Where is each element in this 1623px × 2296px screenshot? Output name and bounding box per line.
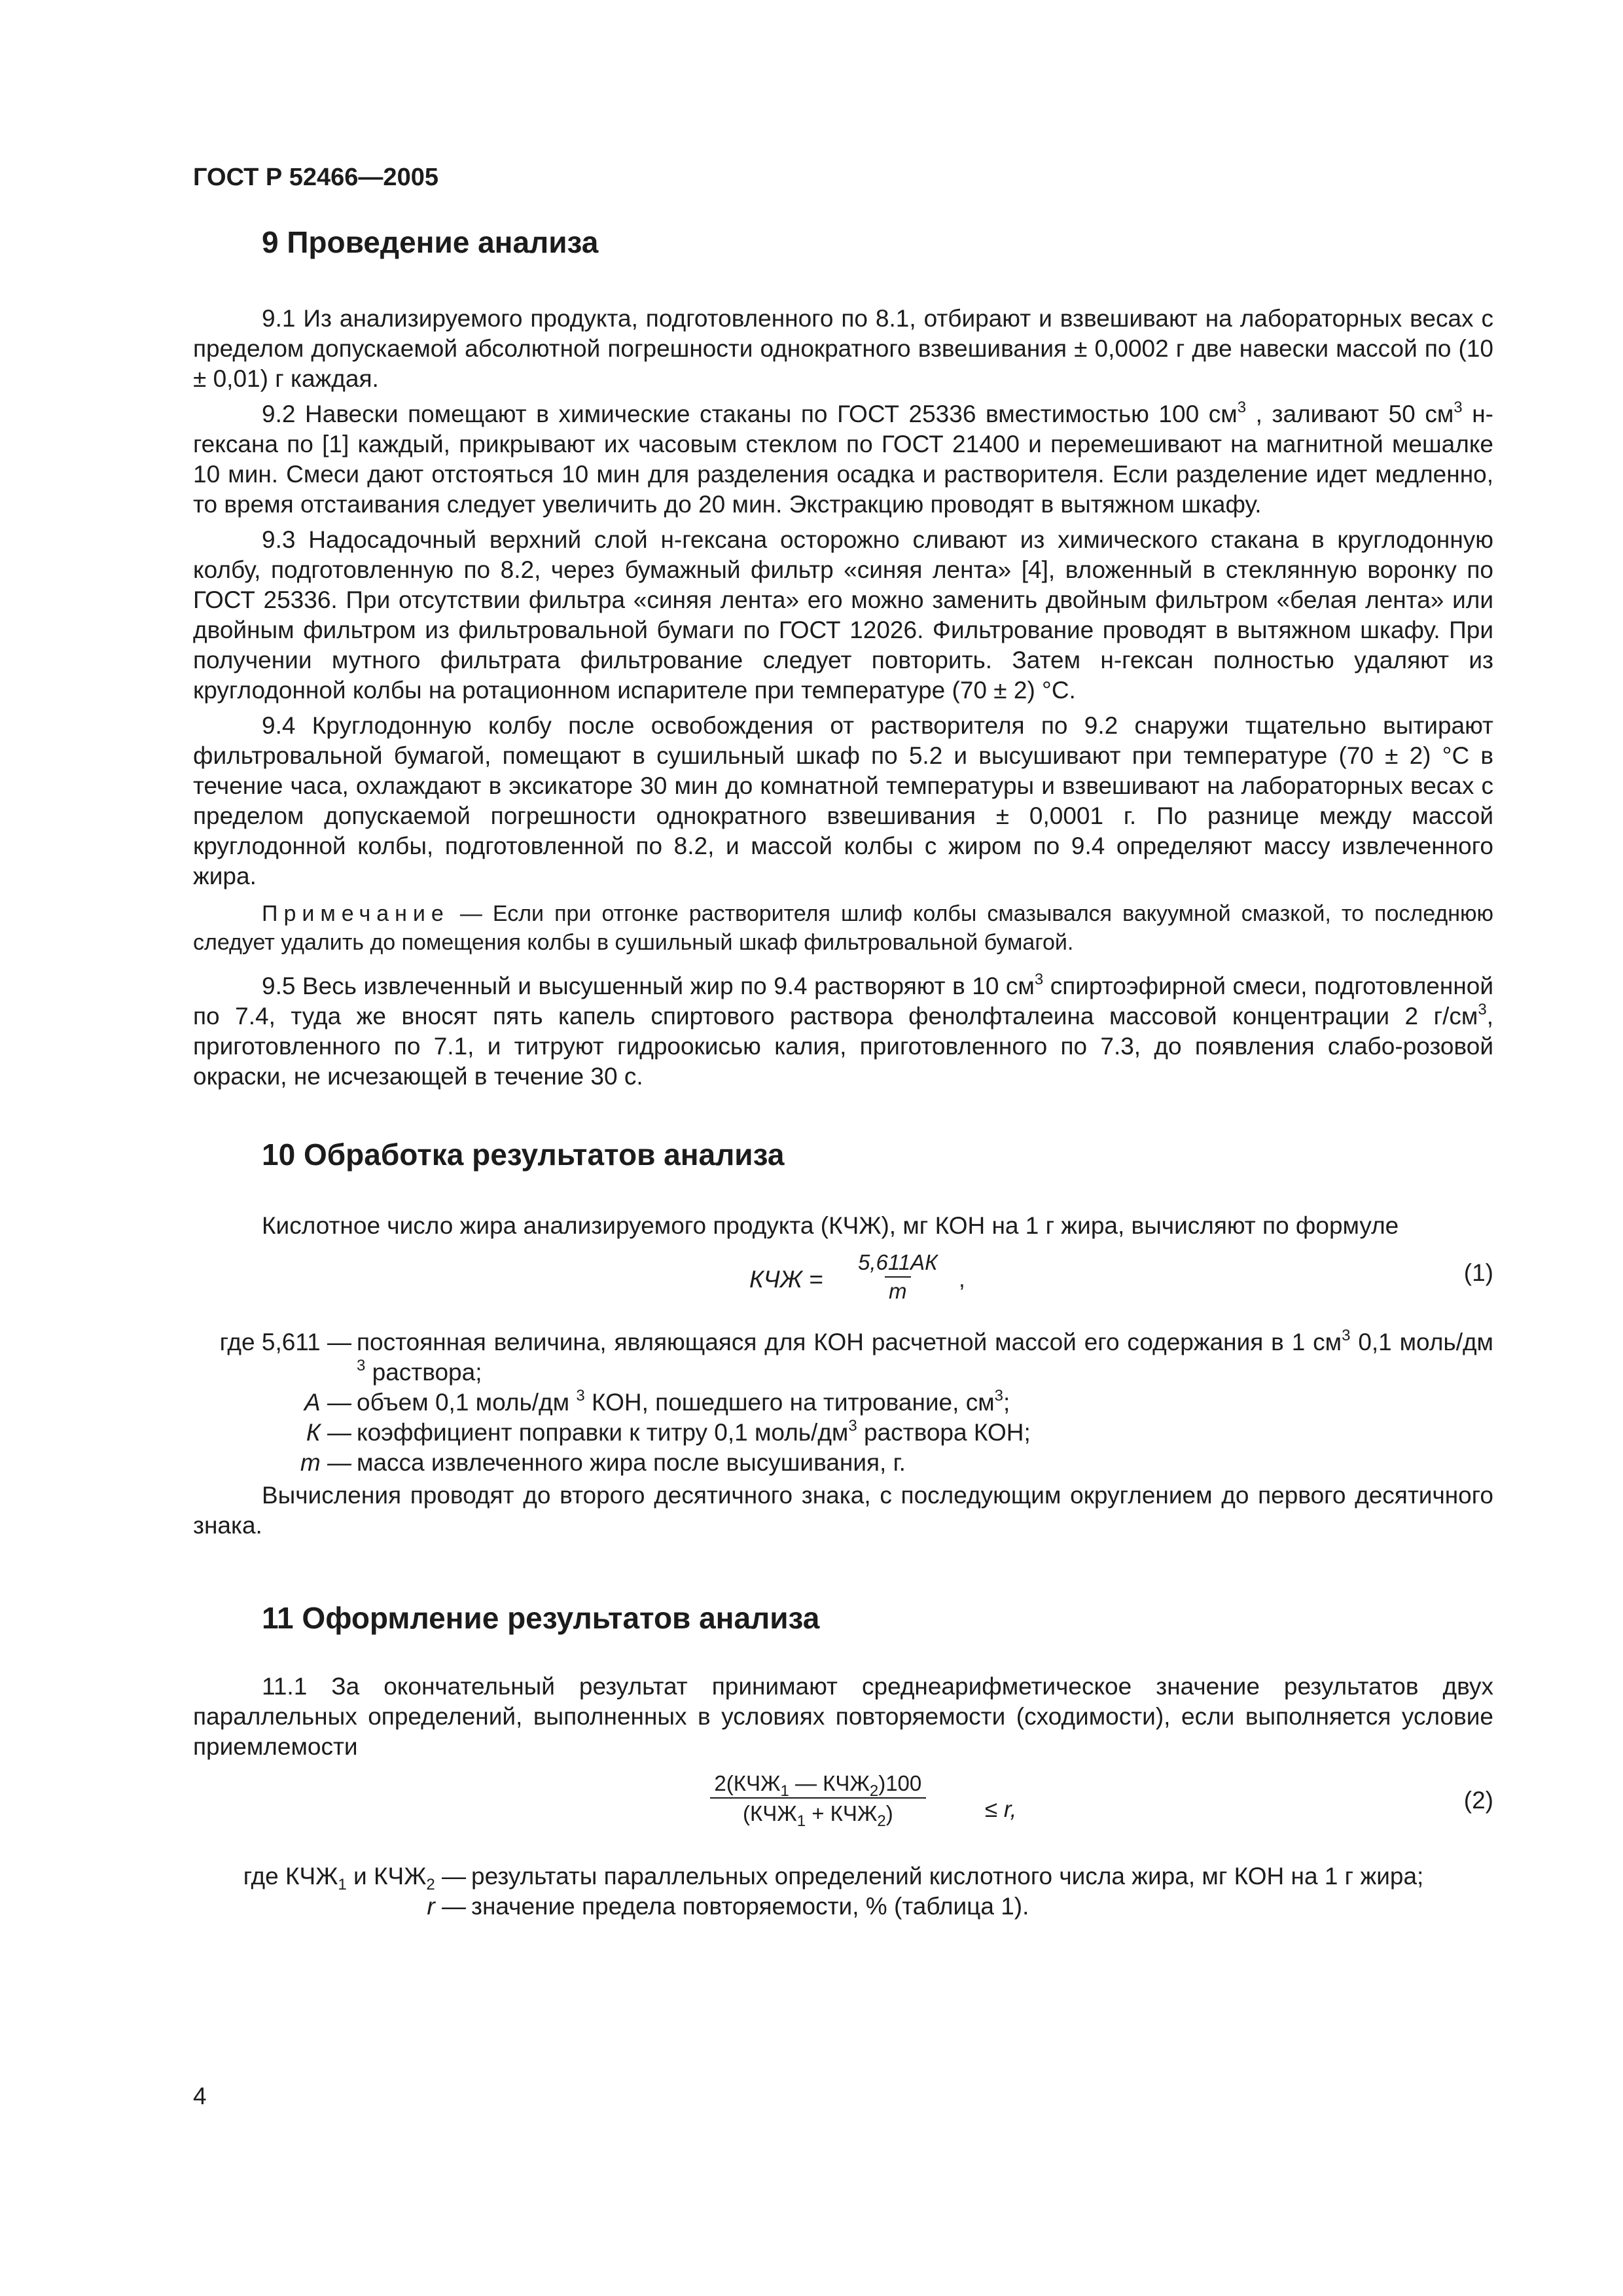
text-run: постоянная величина, являющаяся для КОН расчетной массой его содержания в 1 см [357, 1329, 1342, 1355]
formula-1-number: (1) [1463, 1259, 1493, 1286]
formula-1-intro: Кислотное число жира анализируемого продукта (КЧЖ), мг КОН на 1 г жира, вычисляют по формуле [262, 1212, 1399, 1239]
paragraph-9-4: 9.4 Круглодонную колбу после освобождения от растворителя по 9.2 снаружи тщательно вытирают фильтровальной бумагой, помещают в сушильный шкаф по 5.2 и высушивают при температуре (70 ± 2) °С в течение часа, охлаждают в эксикаторе 30 мин до комнатной температуры и взвешивают на лабораторных весах с пределом допускаемой погрешности однократного взвешивания ± 0,0001 г. По разнице между массой круглодонной колбы, подготовленной по 8.2, и массой колбы с жиром по 9.4 определяют массу извлеченного жира. [193, 712, 1493, 889]
formula-2-numerator [710, 1770, 925, 1800]
text-run: объем 0,1 моль/дм [357, 1389, 577, 1416]
text-run: спиртоэфирной смеси, подготовленной по 7.4, туда же вносят пять капель спиртового раствора фенолфталеина массовой концентрации 2 г/см [193, 973, 1493, 1030]
text-run: 9.2 Навески помещают в химические стаканы по ГОСТ 25336 вместимостью 100 см [262, 401, 1238, 427]
text-run: + КЧЖ [806, 1801, 878, 1825]
paragraph-11-1: 11.1 За окончательный результат принимают среднеарифметическое значение результатов двух параллельных определений, выполненных в условиях повторяемости (сходимости), если выполняется условие приемлемости [193, 1673, 1493, 1760]
text-run: раствора КОН; [857, 1419, 1031, 1446]
text-run: — КЧЖ [789, 1771, 870, 1795]
formula-2-rhs: ≤ r, [985, 1797, 1017, 1822]
superscript: 3 [1478, 1001, 1487, 1018]
formula-1 [193, 1245, 1493, 1318]
formula-2-denominator [710, 1797, 926, 1830]
legend-desc [357, 1327, 1493, 1388]
paragraph-9-5 [193, 971, 1493, 1092]
legend-term: А — [304, 1389, 351, 1416]
subscript: 1 [796, 1812, 806, 1830]
text-run: КОН, пошедшего на титрование, см [584, 1389, 995, 1416]
legend-row [190, 1448, 1493, 1478]
page-number: 4 [193, 2083, 207, 2109]
formula-2-fraction [710, 1770, 926, 1830]
legend-desc: значение предела повторяемости, % (таблица 1). [471, 1893, 1029, 1920]
formula-2-number: (2) [1463, 1787, 1493, 1814]
superscript: 3 [848, 1417, 857, 1435]
rounding-note: Вычисления проводят до второго десятичного знака, с последующим округлением до первого десятичного знака. [193, 1482, 1493, 1539]
superscript: 3 [1237, 399, 1247, 416]
legend-row [190, 1418, 1493, 1448]
text-run: н-гексана по [1] каждый, прикрывают их часовым стеклом по ГОСТ 21400 и перемешивают на магнитной мешалке 10 мин. Смеси дают отстояться 10 мин для разделения осадка и растворителя. Если разделение идет медленно, то время отстаивания следует увеличить до 20 мин. Экстракцию проводят в вытяжном шкафу. [193, 401, 1493, 518]
legend-row [190, 1388, 1493, 1418]
text-run: , заливают 50 см [1246, 401, 1454, 427]
text-run: , приготовленного по 7.1, и титруют гидроокисью калия, приготовленного по 7.3, до появления слабо-розовой окраски, не исчезающей в течение 30 с. [193, 1003, 1493, 1090]
legend-term: К — [306, 1419, 351, 1446]
subscript: 2 [869, 1782, 879, 1800]
subscript: 2 [426, 1876, 435, 1893]
legend-desc: результаты параллельных определений кислотного числа жира, мг КОН на 1 г жира; [471, 1863, 1424, 1890]
section-11-title: 11 Оформление результатов анализа [262, 1601, 820, 1635]
legend-row [190, 1327, 1493, 1388]
text-run: раствора; [365, 1359, 482, 1386]
superscript: 3 [576, 1387, 585, 1405]
text-run: где КЧЖ [243, 1863, 338, 1890]
text-run: и КЧЖ [346, 1863, 427, 1890]
text-run: 2(КЧЖ [714, 1771, 781, 1795]
legend-term: где 5,611 — [219, 1329, 351, 1355]
legend-term: m — [300, 1449, 351, 1476]
subscript: 1 [338, 1876, 347, 1893]
paragraph-9-1: 9.1 Из анализируемого продукта, подготовленного по 8.1, отбирают и взвешивают на лабораторных весах с пределом допускаемой абсолютной погрешности однократного взвешивания ± 0,0002 г две навески массой по (10 ± 0,01) г каждая. [193, 305, 1493, 392]
text-run: ) [885, 1801, 893, 1825]
superscript: 3 [1342, 1327, 1351, 1344]
legend-term [209, 1861, 471, 1892]
text-run: ; [1003, 1389, 1010, 1416]
note-text: — Если при отгонке растворителя шлиф колбы смазывался вакуумной смазкой, то последнюю следует удалить до помещения колбы в сушильный шкаф фильтровальной бумагой. [193, 901, 1493, 955]
paragraph-9-2 [193, 399, 1493, 520]
superscript: 3 [1034, 971, 1044, 988]
text-run: (КЧЖ [743, 1801, 797, 1825]
text-run: коэффициент поправки к титру 0,1 моль/дм [357, 1419, 849, 1446]
legend-desc: масса извлеченного жира после высушивания, г. [357, 1449, 906, 1476]
text-run: 9.5 Весь извлеченный и высушенный жир по 9.4 растворяют в 10 см [262, 973, 1035, 999]
subscript: 2 [877, 1812, 886, 1830]
formula-1-denominator: m [885, 1276, 911, 1305]
legend-row [209, 1861, 1493, 1892]
legend-term: r — [427, 1893, 466, 1920]
legend-desc [357, 1388, 1493, 1418]
formula-1-lhs: КЧЖ = [749, 1266, 823, 1293]
legend-row [209, 1892, 1493, 1922]
text-run: — [435, 1863, 466, 1890]
formula-2 [193, 1767, 1493, 1854]
formula-2-legend [193, 1861, 1493, 1922]
formula-1-trail: , [959, 1266, 965, 1292]
formula-1-fraction [854, 1249, 942, 1305]
superscript: 3 [1454, 399, 1463, 416]
note [193, 899, 1493, 957]
standard-header: ГОСТ Р 52466—2005 [193, 164, 438, 191]
section-9-title: 9 Проведение анализа [262, 225, 599, 259]
legend-desc [357, 1418, 1493, 1448]
section-10-title: 10 Обработка результатов анализа [262, 1138, 785, 1172]
superscript: 3 [357, 1357, 366, 1374]
formula-1-legend [193, 1327, 1493, 1478]
text-run: )100 [878, 1771, 922, 1795]
formula-1-numerator: 5,611АК [858, 1250, 938, 1274]
subscript: 1 [780, 1782, 789, 1800]
paragraph-9-3: 9.3 Надосадочный верхний слой н-гексана осторожно сливают из химического стакана в круглодонную колбу, подготовленную по 8.2, через бумажный фильтр «синяя лента» [4], вложенный в стеклянную воронку по ГОСТ 25336. При отсутствии фильтра «синяя лента» его можно заменить двойным фильтром «белая лента» или двойным фильтром из фильтровальной бумаги по ГОСТ 12026. Фильтрование проводят в вытяжном шкафу. При получении мутного фильтрата фильтрование следует повторить. Затем н-гексан полностью удаляют из круглодонной колбы на ротационном испарителе при температуре (70 ± 2) °С. [193, 526, 1493, 704]
note-label: Примечание [262, 901, 450, 926]
superscript: 3 [994, 1387, 1003, 1405]
text-run: 0,1 моль/дм [1350, 1329, 1493, 1355]
